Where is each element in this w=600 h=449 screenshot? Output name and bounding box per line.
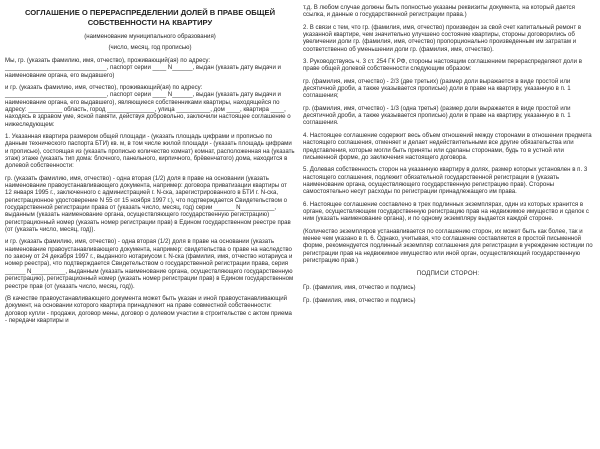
left-column: [5, 4, 295, 449]
party-two-paragraph: и гр. (указать фамилию, имя, отчество), проживающий(ая) по адресу: ______________________________, паспорт серии ____ N______, выдан (указать дату выдачи и наименование органа, его выдавшего), являющиеся собственниками квартиры, находящейся по адресу: __________ область, город ______________, улица __________, дом ____, квартира ____, находясь в здравом уме, ясной памяти, действуя добровольно, заключили настоящее соглашение о нижеследующем:: [5, 83, 293, 128]
party-one-paragraph: Мы, гр. (указать фамилию, имя, отчество), проживающий(ая) по адресу: ______________________________, паспорт серии ____ N______, выдан (указать дату выдачи и наименование органа, его выдавшего): [5, 56, 283, 79]
owner-two-share-paragraph: и гр. (указать фамилию, имя, отчество) - одна вторая (1/2) доля в праве на основании (указать наименование правоустанавливающего документа, например: свидетельства о праве на наследство по закону от 24 декабря 1997 г., выданного нотариусом г. N-ска (фамилия, имя, отчество нотариуса и номер реестра), что подтверждается Свидетельством о государственной регистрации права, серия ______ N__________, выданным (указать наименование органа, осуществляющего государственную регистрацию), регистрационный номер (указать номер регистрации прав) в Едином государственном реестре прав (от (указать число, месяц, год)).: [5, 238, 295, 290]
signature-line: Гр. (фамилия, имя, отчество и подпись): [303, 297, 416, 304]
clause-2-paragraph: 2. В связи с тем, что гр. (фамилия, имя, отчество) произведен за свой счет капитальный ремонт в указанной квартире, чем значительно улучшено состояние квартиры, стороны договорились об увеличении доли гр. (фамилия, имя, отчество) пропорционально произведенным им затратам и соответственно об уменьшении доли гр. (фамилия, имя, отчество).: [303, 23, 583, 53]
share-two-paragraph: гр. (фамилия, имя, отчество) - 1/3 (одна третья) (размер доли выражается в виде простой или десятичной дроби, а также указывается прописью) доли в праве на квартиру, указанную в п. 1 соглашения.: [303, 104, 573, 127]
clause-3-paragraph: 3. Руководствуясь ч. 3 ст. 254 ГК РФ, стороны настоящим соглашением перераспределяют доли в праве общей долевой собственности следующим образом:: [303, 58, 584, 73]
municipality-line: (наименование муниципального образования): [84, 33, 216, 41]
clause-5-paragraph: 5. Долевая собственность сторон на указанную квартиру в долях, размер которых установлен в п. 3 настоящего соглашения, подлежит обязательной государственной регистрации в (указать наименование органа, осуществляющего государственную регистрацию прав). Стороны самостоятельно несут расходы по регистрации принадлежащего им права.: [303, 166, 589, 196]
note-continuation-paragraph: т.д. В любом случае должны быть полностью указаны реквизиты документа, на который дается ссылка, и данные о государственной регистрации права.): [303, 4, 577, 19]
copies-note-paragraph: (Количество экземпляров устанавливается по соглашению сторон, их может быть как более, так и менее чем указано в п. 6. Однако, учитывая, что соглашение составляется в простой письменной форме, рекомендуется подлинный экземпляр соглашения для регистрации в учреждение юстиции по регистрации прав на недвижимое имущество или иной орган, осуществляющий государственную регистрацию прав.): [303, 227, 595, 264]
signature-line: Гр. (фамилия, имя, отчество и подпись): [303, 283, 416, 291]
owner-one-share-paragraph: гр. (указать фамилию, имя, отчество) - одна вторая (1/2) доля в праве на основании (указать наименование правоустанавливающего документа, например: договора приватизации квартиры от 12 января 1995 г., заключенного с администрацией г. N-ска, зарегистрированного в БТИ г. N-ска, регистрационное удостоверение N 55 от 15 ноября 1997 г.), что подтверждается Свидетельством о государственной регистрации права от (указать число, месяц, год) серии ______ N__________, выданным (указать наименование органа, осуществляющего государственную регистрацию) регистрационный номер (указать номер регистрации прав) в Едином государственном реестре прав (от (указать число, месяц, год)).: [5, 174, 293, 234]
clause-6-paragraph: 6. Настоящее соглашение составлено в трех подлинных экземплярах, один из которых хранится в органе, осуществляющем государственную регистрацию прав на недвижимое имущество и сделок с ним (указать наименование органа), и по одному экземпляру выдается каждой стороне.: [303, 200, 591, 223]
right-column: [303, 4, 593, 449]
document-title: СОГЛАШЕНИЕ О ПЕРЕРАСПРЕДЕЛЕНИИ ДОЛЕЙ В ПРАВЕ ОБЩЕЙ СОБСТВЕННОСТИ НА КВАРТИРУ: [24, 8, 276, 27]
date-line: (число, месяц, год прописью): [108, 43, 192, 51]
note-paragraph: (В качестве правоустанавливающего документа может быть указан и иной правоустанавливающий документ, на основании которого квартира принадлежит на праве совместной собственности: договор купли - продажи, договор мены, договор о долевом участии в строительстве с актом приема - передачи квартиры и: [5, 294, 294, 324]
clause-1-paragraph: 1. Указанная квартира размером общей площади - (указать площадь цифрами и прописью по данным технического паспорта БТИ) кв. м, в том числе жилой площади - (указать площадь цифрами и прописью), состоящая из (указать прописью количество комнат) комнат, расположенная на (указать этаж) этаже (указать тип дома: блочного, панельного, кирпичного, брёвенчатого) дома, находится в долевой собственности:: [5, 132, 297, 170]
clause-4-paragraph: 4. Настоящее соглашение содержит весь объем отношений между сторонами в отношении предмета настоящего соглашения, отменяет и делает недействительными все другие обязательства или представления, которые могли быть приняты или сделаны сторонами, будь то в устной или письменной форме, до заключения настоящего договора.: [303, 131, 594, 161]
share-one-paragraph: гр. (фамилия, имя, отчество) - 2/3 (две третьих) (размер доли выражается в виде простой или десятичной дроби, а также указывается прописью) доли в праве на квартиру, указанную в п. 1 соглашения;: [303, 77, 573, 100]
signatures-heading: ПОДПИСИ СТОРОН:: [416, 270, 480, 278]
